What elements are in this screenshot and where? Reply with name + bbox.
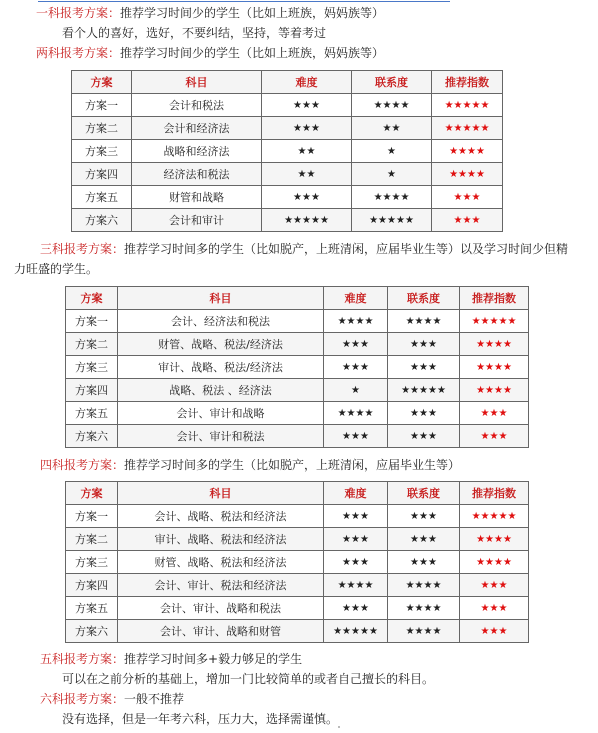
table-row bbox=[66, 379, 529, 402]
subject-cell: 财管、战略、税法和经济法 bbox=[118, 551, 324, 574]
plan-cell: 方案一 bbox=[72, 94, 132, 117]
relevance-cell: ★★★ bbox=[388, 356, 460, 379]
plan-cell: 方案三 bbox=[72, 140, 132, 163]
plan-cell: 方案四 bbox=[66, 574, 118, 597]
section-two bbox=[36, 44, 384, 62]
header-relevance: 联系度 bbox=[388, 287, 460, 310]
recommend-cell: ★★★ bbox=[432, 186, 503, 209]
section-four-text: 推荐学习时间多的学生（比如脱产，上班清闲，应届毕业生等） bbox=[124, 458, 461, 472]
table-row bbox=[66, 528, 529, 551]
relevance-cell: ★★★ bbox=[388, 425, 460, 448]
plan-cell: 方案一 bbox=[66, 505, 118, 528]
table-row bbox=[66, 574, 529, 597]
subject-cell: 会计、审计、战略和税法 bbox=[118, 597, 324, 620]
relevance-cell: ★★ bbox=[352, 117, 432, 140]
table-row bbox=[72, 209, 503, 232]
difficulty-cell: ★★ bbox=[262, 163, 352, 186]
header-relevance: 联系度 bbox=[388, 482, 460, 505]
header-plan: 方案 bbox=[72, 71, 132, 94]
subject-cell: 会计、经济法和税法 bbox=[118, 310, 324, 333]
difficulty-cell: ★★★ bbox=[324, 551, 388, 574]
table-row bbox=[72, 186, 503, 209]
plan-cell: 方案二 bbox=[72, 117, 132, 140]
recommend-cell: ★★★ bbox=[460, 620, 529, 643]
subject-cell: 战略和经济法 bbox=[132, 140, 262, 163]
plan-cell: 方案六 bbox=[72, 209, 132, 232]
section-six bbox=[40, 690, 184, 708]
section-four bbox=[40, 456, 460, 474]
subject-cell: 会计、审计、税法和经济法 bbox=[118, 574, 324, 597]
recommend-cell: ★★★★ bbox=[460, 379, 529, 402]
table-row bbox=[72, 117, 503, 140]
subject-cell: 审计、战略、税法/经济法 bbox=[118, 356, 324, 379]
relevance-cell: ★★★★ bbox=[388, 620, 460, 643]
relevance-cell: ★★★★★ bbox=[352, 209, 432, 232]
relevance-cell: ★★★ bbox=[388, 402, 460, 425]
table-row bbox=[66, 425, 529, 448]
plan-cell: 方案二 bbox=[66, 528, 118, 551]
plan-cell: 方案三 bbox=[66, 356, 118, 379]
subject-cell: 财管和战略 bbox=[132, 186, 262, 209]
difficulty-cell: ★★★ bbox=[262, 94, 352, 117]
recommend-cell: ★★★★ bbox=[460, 356, 529, 379]
plan-cell: 方案六 bbox=[66, 425, 118, 448]
difficulty-cell: ★★★ bbox=[324, 333, 388, 356]
difficulty-cell: ★★★★★ bbox=[262, 209, 352, 232]
difficulty-cell: ★★★★★ bbox=[324, 620, 388, 643]
table-row bbox=[66, 505, 529, 528]
recommend-cell: ★★★ bbox=[460, 425, 529, 448]
top-divider bbox=[38, 1, 450, 2]
difficulty-cell: ★★★ bbox=[324, 425, 388, 448]
recommend-cell: ★★★★★ bbox=[460, 310, 529, 333]
subject-cell: 会计和税法 bbox=[132, 94, 262, 117]
header-difficulty: 难度 bbox=[324, 482, 388, 505]
recommend-cell: ★★★★★ bbox=[460, 505, 529, 528]
section-three-label: 三科报考方案： bbox=[40, 242, 125, 256]
header-recommend: 推荐指数 bbox=[460, 287, 529, 310]
table-row bbox=[72, 140, 503, 163]
difficulty-cell: ★★★ bbox=[324, 356, 388, 379]
recommend-cell: ★★★ bbox=[460, 402, 529, 425]
relevance-cell: ★★★★ bbox=[388, 574, 460, 597]
section-five-label: 五科报考方案： bbox=[40, 652, 125, 666]
header-plan: 方案 bbox=[66, 287, 118, 310]
table-four-subjects bbox=[65, 481, 529, 643]
plan-cell: 方案六 bbox=[66, 620, 118, 643]
header-difficulty: 难度 bbox=[262, 71, 352, 94]
subject-cell: 会计、审计、战略和财管 bbox=[118, 620, 324, 643]
page-end-mark bbox=[338, 726, 340, 728]
section-one-text: 推荐学习时间少的学生（比如上班族，妈妈族等） bbox=[120, 6, 385, 20]
section-five bbox=[40, 650, 302, 668]
relevance-cell: ★★★ bbox=[388, 551, 460, 574]
section-two-label: 两科报考方案： bbox=[36, 46, 121, 60]
subject-cell: 会计和审计 bbox=[132, 209, 262, 232]
difficulty-cell: ★★★ bbox=[324, 528, 388, 551]
relevance-cell: ★★★★ bbox=[352, 94, 432, 117]
table-two-subjects bbox=[71, 70, 503, 232]
recommend-cell: ★★★★ bbox=[432, 140, 503, 163]
plan-cell: 方案五 bbox=[66, 597, 118, 620]
section-one bbox=[36, 4, 384, 22]
header-subject: 科目 bbox=[118, 287, 324, 310]
subject-cell: 会计、审计和税法 bbox=[118, 425, 324, 448]
recommend-cell: ★★★★ bbox=[460, 528, 529, 551]
section-three-text2: 力旺盛的学生。 bbox=[14, 262, 99, 276]
difficulty-cell: ★ bbox=[324, 379, 388, 402]
difficulty-cell: ★★★★ bbox=[324, 402, 388, 425]
difficulty-cell: ★★★ bbox=[324, 505, 388, 528]
table-row bbox=[72, 94, 503, 117]
subject-cell: 会计、审计和战略 bbox=[118, 402, 324, 425]
subject-cell: 审计、战略、税法和经济法 bbox=[118, 528, 324, 551]
subject-cell: 会计和经济法 bbox=[132, 117, 262, 140]
recommend-cell: ★★★★ bbox=[460, 333, 529, 356]
plan-cell: 方案五 bbox=[72, 186, 132, 209]
plan-cell: 方案五 bbox=[66, 402, 118, 425]
table-row bbox=[66, 356, 529, 379]
difficulty-cell: ★★★ bbox=[262, 186, 352, 209]
recommend-cell: ★★★★★ bbox=[432, 117, 503, 140]
table-three-subjects bbox=[65, 286, 529, 448]
relevance-cell: ★★★ bbox=[388, 505, 460, 528]
header-relevance: 联系度 bbox=[352, 71, 432, 94]
table-row bbox=[72, 163, 503, 186]
plan-cell: 方案二 bbox=[66, 333, 118, 356]
difficulty-cell: ★★ bbox=[262, 140, 352, 163]
section-four-label: 四科报考方案： bbox=[40, 458, 125, 472]
relevance-cell: ★★★★ bbox=[388, 310, 460, 333]
subject-cell: 会计、战略、税法和经济法 bbox=[118, 505, 324, 528]
recommend-cell: ★★★ bbox=[460, 574, 529, 597]
relevance-cell: ★★★ bbox=[388, 528, 460, 551]
subject-cell: 经济法和税法 bbox=[132, 163, 262, 186]
difficulty-cell: ★★★ bbox=[324, 597, 388, 620]
header-subject: 科目 bbox=[118, 482, 324, 505]
plan-cell: 方案四 bbox=[72, 163, 132, 186]
section-one-note: 看个人的喜好，选好，不要纠结，坚持，等着考过 bbox=[62, 26, 327, 40]
plan-cell: 方案三 bbox=[66, 551, 118, 574]
table-row bbox=[66, 620, 529, 643]
section-three-text: 推荐学习时间多的学生（比如脱产，上班清闲，应届毕业生等）以及学习时间少但精 bbox=[124, 242, 569, 256]
section-five-text: 推荐学习时间多+毅力够足的学生 bbox=[124, 652, 303, 666]
relevance-cell: ★★★★ bbox=[388, 597, 460, 620]
table-row bbox=[66, 551, 529, 574]
difficulty-cell: ★★★★ bbox=[324, 574, 388, 597]
recommend-cell: ★★★★ bbox=[460, 551, 529, 574]
recommend-cell: ★★★ bbox=[432, 209, 503, 232]
recommend-cell: ★★★ bbox=[460, 597, 529, 620]
plan-cell: 方案四 bbox=[66, 379, 118, 402]
plan-cell: 方案一 bbox=[66, 310, 118, 333]
relevance-cell: ★★★★★ bbox=[388, 379, 460, 402]
difficulty-cell: ★★★ bbox=[262, 117, 352, 140]
table-row bbox=[66, 310, 529, 333]
section-six-note: 没有选择，但是一年考六科，压力大，选择需谨慎。 bbox=[62, 712, 339, 726]
header-difficulty: 难度 bbox=[324, 287, 388, 310]
recommend-cell: ★★★★★ bbox=[432, 94, 503, 117]
subject-cell: 战略、税法 、经济法 bbox=[118, 379, 324, 402]
section-six-label: 六科报考方案： bbox=[40, 692, 125, 706]
section-two-text: 推荐学习时间少的学生（比如上班族，妈妈族等） bbox=[120, 46, 385, 60]
section-three bbox=[40, 240, 568, 258]
relevance-cell: ★ bbox=[352, 163, 432, 186]
table-row bbox=[66, 333, 529, 356]
difficulty-cell: ★★★★ bbox=[324, 310, 388, 333]
header-plan: 方案 bbox=[66, 482, 118, 505]
section-five-note: 可以在之前分析的基础上，增加一门比较简单的或者自己擅长的科目。 bbox=[62, 672, 435, 686]
recommend-cell: ★★★★ bbox=[432, 163, 503, 186]
relevance-cell: ★ bbox=[352, 140, 432, 163]
relevance-cell: ★★★ bbox=[388, 333, 460, 356]
header-subject: 科目 bbox=[132, 71, 262, 94]
section-one-label: 一科报考方案： bbox=[36, 6, 121, 20]
table-row bbox=[66, 597, 529, 620]
section-six-text: 一般不推荐 bbox=[124, 692, 185, 706]
table-row bbox=[66, 402, 529, 425]
header-recommend: 推荐指数 bbox=[432, 71, 503, 94]
relevance-cell: ★★★★ bbox=[352, 186, 432, 209]
subject-cell: 财管、战略、税法/经济法 bbox=[118, 333, 324, 356]
header-recommend: 推荐指数 bbox=[460, 482, 529, 505]
